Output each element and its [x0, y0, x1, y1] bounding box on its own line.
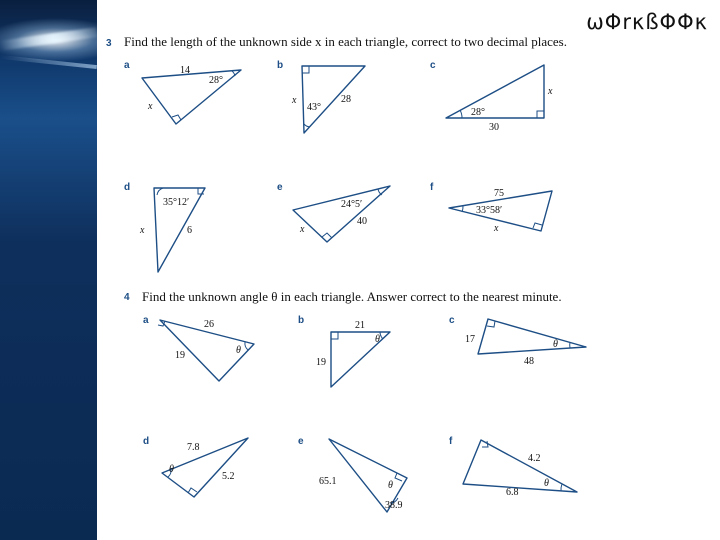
- workbook-logo: ωΦrκßΦΦκ: [586, 10, 708, 34]
- q3d-triangle: [139, 188, 205, 272]
- q3-part-c-letter: c: [430, 60, 436, 71]
- q4d-angle-label: θ: [169, 464, 174, 475]
- q4b-angle-label: θ: [375, 334, 380, 345]
- q4-part-d-letter: d: [143, 436, 150, 447]
- q4f-side-label-4.2: 4.2: [528, 453, 541, 464]
- q3c-side-label-30: 30: [489, 122, 499, 133]
- question-4-number: 4: [124, 292, 130, 303]
- q3-part-d-letter: d: [124, 182, 131, 193]
- q4-part-e-letter: e: [298, 436, 304, 447]
- q3e-triangle: [293, 186, 390, 242]
- q4c-side-label-48: 48: [524, 356, 534, 367]
- q3b-angle-label: 43°: [307, 102, 321, 113]
- q3-part-e-letter: e: [277, 182, 283, 193]
- q3a-angle-label: 28°: [209, 75, 223, 86]
- q3c-side-label-x: x: [548, 86, 553, 97]
- q4c-angle-label: θ: [553, 339, 558, 350]
- q3c-angle-label: 28°: [471, 107, 485, 118]
- question-4-text: Find the unknown angle θ in each triangle. Answer correct to the nearest minute.: [142, 289, 562, 304]
- q4d-side-label-5.2: 5.2: [222, 471, 235, 482]
- q3a-side-label-14: 14: [180, 65, 190, 76]
- question-3-number: 3: [106, 38, 112, 49]
- q3e-side-label-x: x: [300, 224, 305, 235]
- q4d-side-label-7.8: 7.8: [187, 442, 200, 453]
- q4b-triangle: [316, 320, 390, 387]
- q3-part-f-letter: f: [430, 182, 434, 193]
- q4e-side-label-38.9: 38.9: [385, 500, 403, 511]
- q3a-side-label-x: x: [148, 101, 153, 112]
- q3f-angle-label: 33°58′: [476, 205, 503, 216]
- q4-part-b-letter: b: [298, 315, 305, 326]
- q4a-side-label-19: 19: [175, 350, 185, 361]
- question-3-text: Find the length of the unknown side x in each triangle, correct to two decimal places.: [124, 34, 567, 49]
- q4c-side-label-17: 17: [465, 334, 475, 345]
- q4f-side-label-6.8: 6.8: [506, 487, 519, 498]
- q4e-angle-label: θ: [388, 480, 393, 491]
- q3f-side-label-x: x: [494, 223, 499, 234]
- q4a-side-label-26: 26: [204, 319, 214, 330]
- q4e-side-label-65.1: 65.1: [319, 476, 337, 487]
- q3d-side-label-6: 6: [187, 225, 192, 236]
- q4b-side-label-21: 21: [355, 320, 365, 331]
- q4a-triangle: [158, 319, 254, 381]
- q4e-triangle: [319, 439, 407, 512]
- q4-part-a-letter: a: [143, 315, 149, 326]
- q4f-triangle: [463, 440, 577, 498]
- q3d-side-label-x: x: [140, 225, 145, 236]
- q3-part-b-letter: b: [277, 60, 284, 71]
- q3a-triangle: [142, 65, 241, 124]
- q4a-angle-label: θ: [236, 345, 241, 356]
- q3-part-a-letter: a: [124, 60, 130, 71]
- q4f-angle-label: θ: [544, 478, 549, 489]
- q3b-side-label-x: x: [292, 95, 297, 106]
- q3f-triangle: [449, 188, 552, 234]
- q4b-side-label-19: 19: [316, 357, 326, 368]
- q4-part-c-letter: c: [449, 315, 455, 326]
- q3f-side-label-75: 75: [494, 188, 504, 199]
- q3e-side-label-40: 40: [357, 216, 367, 227]
- q3b-side-label-28: 28: [341, 94, 351, 105]
- q4c-triangle: [465, 319, 586, 367]
- q3c-triangle: [446, 65, 553, 133]
- q4d-triangle: [162, 438, 248, 497]
- q3e-angle-label: 24°5′: [341, 199, 363, 210]
- q3d-angle-label: 35°12′: [163, 197, 190, 208]
- q3b-triangle: [291, 66, 365, 133]
- q4-part-f-letter: f: [449, 436, 453, 447]
